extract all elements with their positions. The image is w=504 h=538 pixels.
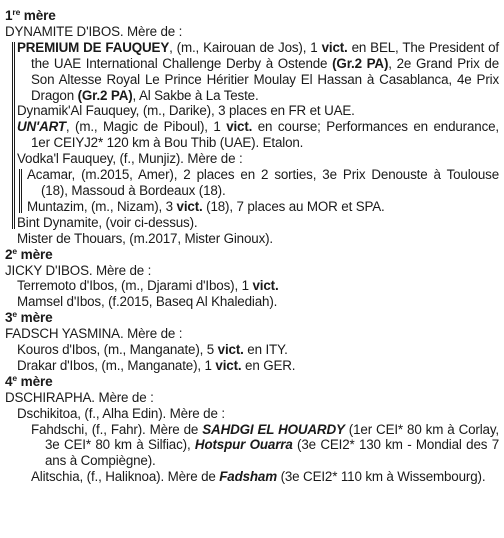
entry-kouros: Kouros d'Ibos, (m., Manganate), 5 vict. en ITY.	[17, 342, 288, 358]
generation-heading-4: 4e mère	[5, 372, 53, 389]
generation-heading-1: 1re mère	[5, 7, 56, 23]
dam-dynamite: DYNAMITE D'IBOS. Mère de :	[5, 23, 183, 39]
entry-drakar: Drakar d'Ibos, (m., Manganate), 1 vict. en GER.	[17, 357, 296, 373]
entry-muntazim: Muntazim, (m., Nizam), 3 vict. (18), 7 places au MOR et SPA.	[27, 198, 385, 214]
dam-jicky: JICKY D'IBOS. Mère de :	[5, 262, 152, 278]
entry-alitschia: Alitschia, (f., Haliknoa). Mère de Fadsham (3e CEI2* 110 km à Wissembourg).	[31, 469, 486, 485]
pedigree-page	[5, 8, 499, 485]
dam-fadsch-yasmina: FADSCH YASMINA. Mère de :	[5, 326, 183, 342]
entry-bint-dynamite: Bint Dynamite, (voir ci-dessus).	[17, 214, 198, 230]
entry-acamar: Acamar, (m.2015, Amer), 2 places en 2 sorties, 3e Prix Denouste à Toulouse (18), Massoud à Bordeaux (18).	[27, 167, 499, 198]
entry-dynamik-al-fauquey: Dynamik'Al Fauquey, (m., Darike), 3 places en FR et UAE.	[17, 103, 355, 119]
vodka-produce	[5, 167, 499, 215]
dynamite-produce	[5, 40, 499, 231]
generation-heading-2: 2e mère	[5, 245, 53, 262]
entry-vodka-l-fauquey: Vodka'l Fauquey, (f., Munjiz). Mère de :	[17, 151, 243, 167]
entry-terremoto: Terremoto d'Ibos, (m., Djarami d'Ibos), 1 vict.	[17, 278, 279, 294]
generation-heading-3: 3e mère	[5, 309, 53, 326]
inner-rail	[19, 169, 22, 213]
entry-mamsel: Mamsel d'Ibos, (f.2015, Baseq Al Khalediah).	[17, 294, 278, 310]
entry-un-art: UN'ART, (m., Magic de Piboul), 1 vict. en course; Performances en endurance, 1er CEIYJ2* 120 km à Bou Thib (UAE). Etalon.	[17, 119, 499, 151]
entry-dschikitoa: Dschikitoa, (f., Alha Edin). Mère de :	[17, 405, 225, 421]
dam-dschirapha: DSCHIRAPHA. Mère de :	[5, 389, 154, 405]
entry-premium-de-fauquey: PREMIUM DE FAUQUEY, (m., Kairouan de Jos), 1 vict. en BEL, The President of the UAE International Challenge Derby à Ostende (Gr.2 PA), 2e Grand Prix de Son Altesse Royal Le Prince Héritier Moulay El Hassan à Casablanca, 4e Prix Dragon (Gr.2 PA), Al Sakbe à La Teste.	[17, 39, 500, 103]
entry-fahdschi: Fahdschi, (f., Fahr). Mère de SAHDGI EL HOUARDY (1er CEI* 80 km à Corlay, 3e CEI* 80 km à Silfiac), Hotspur Ouarra (3e CEI2* 130 km - Mondial des 7 ans à Compiègne).	[31, 421, 499, 469]
entry-mister-de-thouars: Mister de Thouars, (m.2017, Mister Ginoux).	[17, 230, 274, 246]
